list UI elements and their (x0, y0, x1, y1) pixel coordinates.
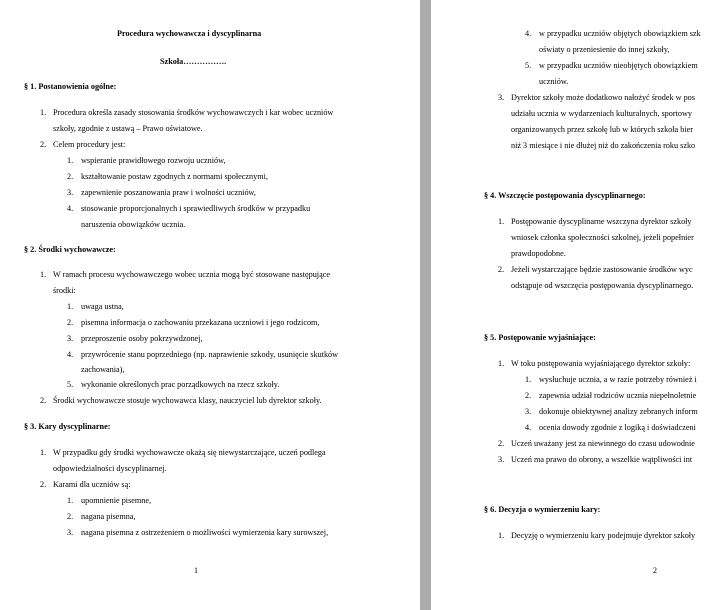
list-item-text: W przypadku gdy środki wychowawcze okażą się niewystarczające, uczeń podlega (53, 448, 326, 457)
sub-list-number: 5. (525, 61, 532, 70)
section-heading-3: § 3. Kary dyscyplinarne: (24, 422, 111, 431)
list-item-text: Dyrektor szkoły może dodatkowo nałożyć środek w pos (511, 93, 695, 102)
list-item-text: W ramach procesu wychowawczego wobec ucznia mogą być stosowane następujące (53, 270, 330, 279)
sub-list-number: 1. (525, 375, 532, 384)
sub-list-item: oświaty o przeniesienie do innej szkoły, (539, 45, 670, 54)
list-number: 2. (40, 140, 47, 149)
sub-list-item: w przypadku uczniów objętych obowiązkiem szk (539, 29, 701, 38)
sub-list-number: 2. (67, 318, 74, 327)
list-number: 2. (40, 396, 47, 405)
page-number: 1 (194, 566, 198, 575)
list-number: 1. (40, 448, 47, 457)
list-number: 3. (498, 455, 505, 464)
list-item-text: Celem procedury jest: (53, 140, 126, 149)
sub-list-item: wysłuchuje ucznia, a w razie potrzeby również i (539, 375, 697, 384)
page-number: 2 (653, 566, 657, 575)
sub-list-item: kształtowanie postaw zgodnych z normami społecznymi, (81, 172, 268, 181)
sub-list-number: 2. (525, 391, 532, 400)
section-heading-2: § 2. Środki wychowawcze: (24, 245, 116, 254)
sub-list-number: 3. (525, 407, 532, 416)
sub-list-number: 4. (67, 204, 74, 213)
list-number: 1. (40, 108, 47, 117)
list-number: 1. (498, 531, 505, 540)
sub-list-number: 2. (67, 172, 74, 181)
section-heading-1: § 1. Postanowienia ogólne: (24, 82, 117, 91)
list-item-text: odstąpuje od wszczęcia postępowania dyscyplinarnego. (511, 281, 694, 290)
school-name: Szkoła……………. (160, 57, 227, 66)
list-number: 1. (498, 359, 505, 368)
sub-list-item: uczniów. (539, 77, 569, 86)
sub-list-number: 3. (67, 188, 74, 197)
list-item-text: prawdopodobne. (511, 249, 566, 258)
document-page-2 (431, 0, 714, 610)
sub-list-item: przywrócenie stanu poprzedniego (np. naprawienie szkody, usunięcie skutków (81, 350, 339, 359)
sub-list-item: w przypadku uczniów nieobjętych obowiązkiem (539, 61, 698, 70)
list-item-text: wniosek członka społeczności szkolnej, jeżeli popełnier (511, 233, 694, 242)
sub-list-item: naruszenia obowiązków ucznia. (81, 220, 186, 229)
list-item-text: odpowiedzialności dyscyplinarnej. (53, 464, 167, 473)
sub-list-item: zapewnia udział rodziców ucznia niepełnoletnie (539, 391, 697, 400)
sub-list-number: 4. (525, 29, 532, 38)
list-item-text: Procedura określa zasady stosowania środków wychowawczych i kar wobec uczniów (53, 108, 334, 117)
list-number: 2. (498, 265, 505, 274)
section-heading-6: § 6. Decyzja o wymierzeniu kary: (484, 505, 601, 514)
list-item-text: Postępowanie dyscyplinarne wszczyna dyrektor szkoły (511, 217, 692, 226)
sub-list-item: zachowania), (81, 365, 125, 374)
sub-list-item: wspieranie prawidłowego rozwoju uczniów, (81, 156, 226, 165)
sub-list-number: 4. (67, 350, 74, 359)
list-item-text: Decyzję o wymierzeniu kary podejmuje dyrektor szkoły (511, 531, 696, 540)
sub-list-number: 1. (67, 496, 74, 505)
document-title: Procedura wychowawcza i dyscyplinarna (117, 29, 262, 38)
list-item-text: Uczeń uważany jest za niewinnego do czasu udowodnie (511, 439, 695, 448)
sub-list-number: 2. (67, 512, 74, 521)
list-item-text: organizowanych przez szkołę lub w których szkoła bier (511, 125, 693, 134)
list-item-text: Uczeń ma prawo do obrony, a wszelkie wątpliwości int (511, 455, 693, 464)
section-heading-5: § 5. Postępowanie wyjaśniające: (484, 333, 596, 342)
sub-list-item: wykonanie określonych prac porządkowych na rzecz szkoły. (81, 380, 280, 389)
sub-list-item: nagana pisemna, (81, 512, 136, 521)
list-item-text: udziału ucznia w wydarzeniach kulturalnych, sportowy (511, 109, 692, 118)
list-item-text: Środki wychowawcze stosuje wychowawca klasy, nauczyciel lub dyrektor szkoły. (53, 396, 322, 405)
sub-list-item: pisemna informacja o zachowaniu przekazana uczniowi i jego rodzicom, (81, 318, 320, 327)
sub-list-item: uwaga ustna, (81, 302, 124, 311)
sub-list-number: 3. (67, 334, 74, 343)
list-item-text: W toku postępowania wyjaśniającego dyrektor szkoły: (511, 359, 691, 368)
sub-list-item: ocenia dowody zgodnie z logiką i doświadczeni (539, 423, 696, 432)
sub-list-item: stosowanie proporcjonalnych i sprawiedliwych środków w przypadku (81, 204, 311, 213)
sub-list-item: dokonuje obiektywnej analizy zebranych inform (539, 407, 698, 416)
sub-list-item: zapewnienie poszanowania praw i wolności uczniów, (81, 188, 256, 197)
sub-list-number: 1. (67, 156, 74, 165)
list-item-text: Karami dla uczniów są: (53, 480, 131, 489)
list-number: 1. (40, 270, 47, 279)
sub-list-number: 4. (525, 423, 532, 432)
sub-list-number: 5. (67, 380, 74, 389)
sub-list-item: upomnienie pisemne, (81, 496, 152, 505)
sub-list-item: nagana pisemna z ostrzeżeniem o możliwości wymierzenia kary surowszej, (81, 528, 329, 537)
list-item-text: szkoły, zgodnie z ustawą – Prawo oświatowe. (53, 124, 203, 133)
sub-list-item: przeproszenie osoby pokrzywdzonej, (81, 334, 203, 343)
sub-list-number: 3. (67, 528, 74, 537)
list-number: 3. (498, 93, 505, 102)
list-item-text: środki: (53, 286, 76, 295)
list-number: 2. (40, 480, 47, 489)
list-item-text: niż 3 miesiące i nie dłużej niż do zakończenia roku szko (511, 141, 696, 150)
section-heading-4: § 4. Wszczęcie postępowania dyscyplinarnego: (484, 191, 646, 200)
page-gap (420, 0, 431, 610)
list-item-text: Jeżeli wystarczające będzie zastosowanie środków wyc (511, 265, 693, 274)
sub-list-number: 1. (67, 302, 74, 311)
list-number: 2. (498, 439, 505, 448)
list-number: 1. (498, 217, 505, 226)
